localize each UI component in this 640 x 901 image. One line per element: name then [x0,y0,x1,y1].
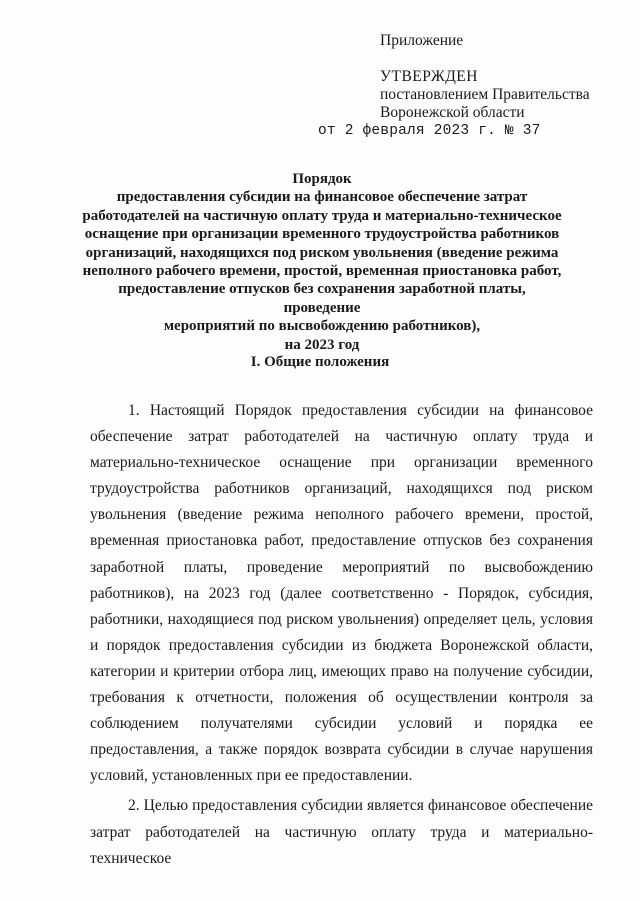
paragraph-1: 1. Настоящий Порядок предоставления субсидии на финансовое обеспечение затрат работодателей на частичную оплату труда и материально-техническое оснащение при организации временного трудоустройства работников организаций, находящихся под риском увольнения (введение режима неполного рабочего времени, простой, временная приостановка работ, предоставление отпусков без сохранения заработной платы, проведение мероприятий по высвобождению работников), на 2023 год (далее соответственно - Порядок, субсидия, работники, находящиеся под риском увольнения) определяет цель, условия и порядок предоставления субсидии из бюджета Воронежской области, категории и критерии отбора лиц, имеющих право на получение субсидии, требования к отчетности, положения об осуществлении контроля за соблюдением получателями субсидии условий и порядка ее предоставления, а также порядок возврата субсидии в случае нарушения условий, установленных при ее предоставлении. [90,402,593,785]
paragraph-2: 2. Целью предоставления субсидии является финансовое обеспечение затрат работодателей на частичную оплату труда и материально-техническое [90,797,593,867]
approval-block [380,32,590,122]
title-line-5: организаций, находящихся под риском увольнения (введение режима [85,244,559,261]
approved-label: УТВЕРЖДЕН [380,68,478,85]
decree-line-1: постановлением Правительства [380,86,590,103]
decree-line-2: Воронежской области [380,104,525,121]
title-line-4: оснащение при организации временного трудоустройства работников [84,226,560,243]
body-text [90,398,593,872]
title-line-7: предоставление отпусков без сохранения заработной платы, проведение [118,281,526,316]
title-line-6: неполного рабочего времени, простой, временная приостановка работ, [82,263,562,280]
title-line-1: Порядок [292,171,352,187]
title-line-2: предоставления субсидии на финансовое обеспечение затрат [116,189,528,206]
document-title [82,170,562,354]
annex-label: Приложение [380,32,464,49]
title-line-9: на 2023 год [284,336,360,353]
title-line-3: работодателей на частичную оплату труда и материально-техническое [82,207,562,224]
decree-date: от 2 февраля 2023 г. № 37 [318,123,541,139]
title-line-8: мероприятий по высвобождению работников), [163,318,481,335]
section-heading: I. Общие положения [250,354,390,370]
